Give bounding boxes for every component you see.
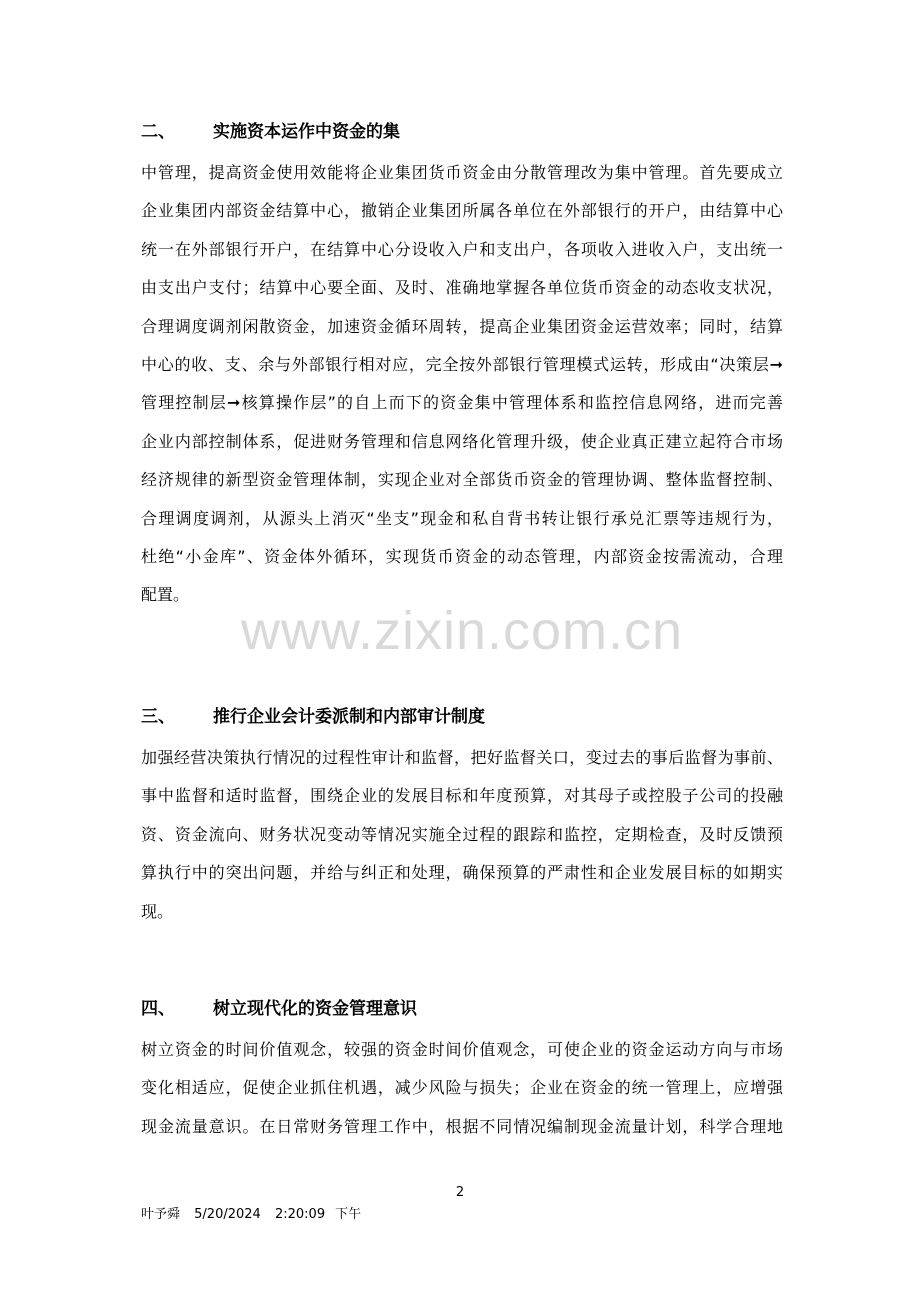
section-number: 四、 xyxy=(141,999,175,1019)
body-line: 树立资金的时间价值观念，较强的资金时间价值观念，可使企业的资金运动方向与市场 xyxy=(141,1040,783,1059)
section-body-4 xyxy=(141,1031,783,1146)
body-line: 统一在外部银行开户，在结算中心分设收入户和支出户，各项收入进收入户，支出统一 xyxy=(141,239,783,259)
body-line: 资、资金流向、财务状况变动等情况实施全过程的跟踪和监控，定期检查，及时反馈预 xyxy=(141,824,783,844)
body-line: 算执行中的突出问题，并给与纠正和处理，确保预算的严肃性和企业发展目标的如期实 xyxy=(141,863,783,883)
section-number: 二、 xyxy=(141,122,175,142)
body-line: 中管理，提高资金使用效能将企业集团货币资金由分散管理改为集中管理。首先要成立 xyxy=(141,163,783,182)
section-number: 三、 xyxy=(141,707,175,727)
footer-author: 叶予舜 xyxy=(141,1207,181,1222)
body-line: 变化相适应，促使企业抓住机遇，减少风险与损失；企业在资金的统一管理上，应增强 xyxy=(141,1078,783,1098)
page-number: 2 xyxy=(455,1185,465,1200)
body-line: 管理控制层➞核算操作层”的自上而下的资金集中管理体系和监控信息网络，进而完善 xyxy=(141,393,783,413)
footer-time: 2:20:09 xyxy=(274,1207,326,1222)
footer xyxy=(141,1203,371,1222)
body-line: 事中监督和适时监督，围绕企业的发展目标和年度预算，对其母子或控股子公司的投融 xyxy=(141,786,783,806)
body-line: 合理调度调剂，从源头上消灭“坐支”现金和私自背书转让银行承兑汇票等违规行为， xyxy=(141,508,783,528)
body-line: 杜绝“小金库”、资金体外循环，实现货币资金的动态管理，内部资金按需流动，合理 xyxy=(141,546,783,566)
body-line: 经济规律的新型资金管理体制，实现企业对全部货币资金的管理协调、整体监督控制、 xyxy=(141,470,783,490)
section-heading-2 xyxy=(141,115,400,149)
footer-ampm: 下午 xyxy=(335,1207,362,1222)
body-line: 加强经营决策执行情况的过程性审计和监督，把好监督关口，变过去的事后监督为事前、 xyxy=(141,748,783,767)
body-line: 配置。 xyxy=(141,585,190,605)
body-line: 现金流量意识。在日常财务管理工作中，根据不同情况编制现金流量计划，科学合理地 xyxy=(141,1116,783,1136)
body-line: 合理调度调剂闲散资金，加速资金循环周转，提高企业集团资金运营效率；同时，结算 xyxy=(141,316,783,336)
footer-date: 5/20/2024 xyxy=(194,1207,261,1222)
section-title: 树立现代化的资金管理意识 xyxy=(213,999,417,1019)
section-body-2 xyxy=(141,154,783,615)
body-line: 由支出户支付；结算中心要全面、及时、准确地掌握各单位货币资金的动态收支状况， xyxy=(141,278,783,298)
section-title: 推行企业会计委派制和内部审计制度 xyxy=(213,707,485,727)
section-heading-4 xyxy=(141,992,417,1026)
section-title: 实施资本运作中资金的集 xyxy=(213,122,400,142)
body-line: 企业内部控制体系，促进财务管理和信息网络化管理升级，使企业真正建立起符合市场 xyxy=(141,431,783,451)
section-body-3 xyxy=(141,739,783,931)
section-heading-3 xyxy=(141,700,485,734)
body-line: 现。 xyxy=(141,901,174,921)
watermark: www.zixin.com.cn xyxy=(240,601,684,661)
body-line: 中心的收、支、余与外部银行相对应，完全按外部银行管理模式运转，形成由“决策层➞ xyxy=(141,354,783,374)
body-line: 企业集团内部资金结算中心，撤销企业集团所属各单位在外部银行的开户，由结算中心 xyxy=(141,201,783,221)
